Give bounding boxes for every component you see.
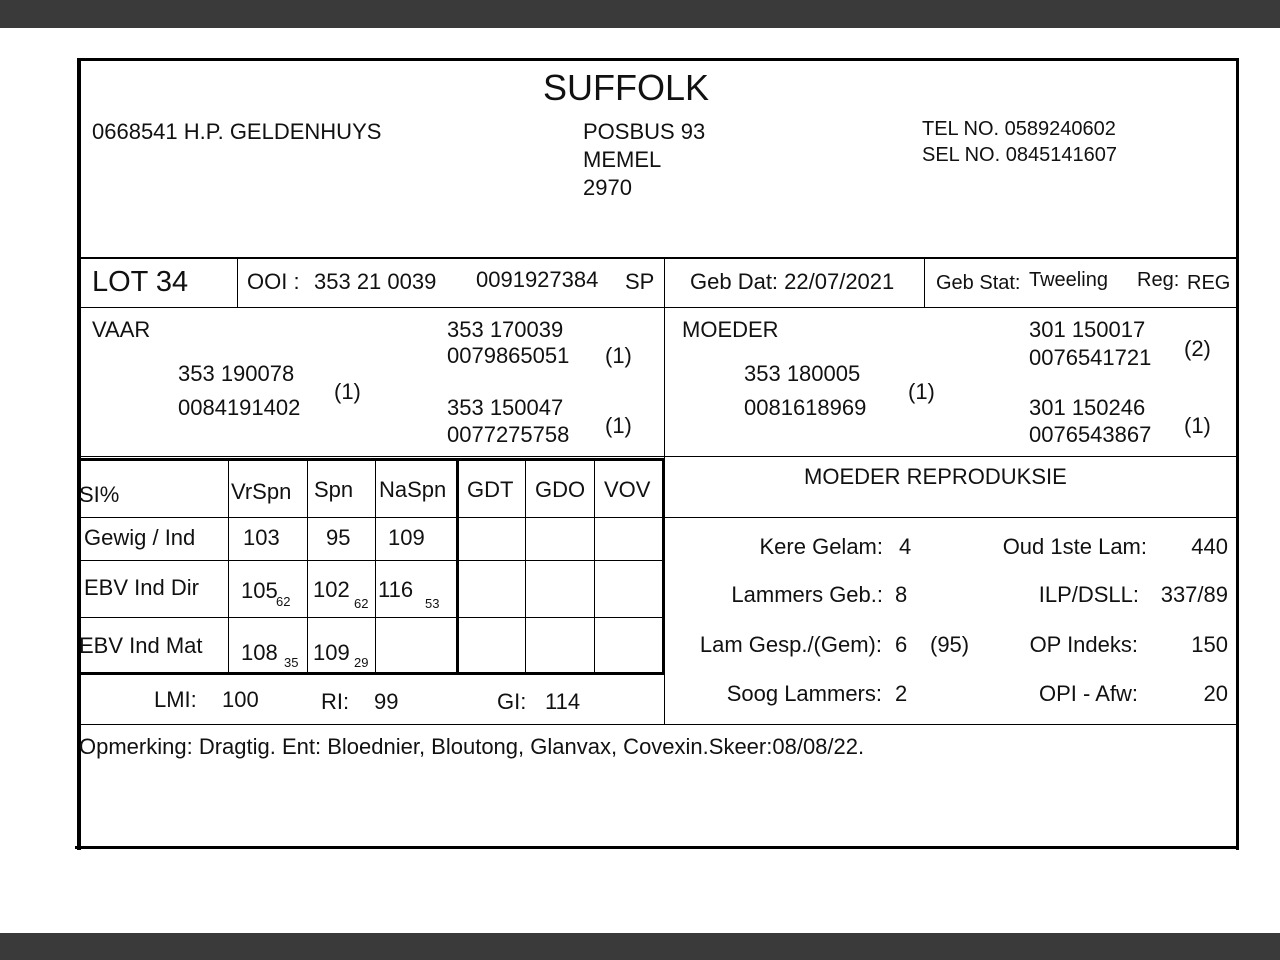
op-indeks-value: 150 <box>1191 632 1228 657</box>
vov-header: VOV <box>604 477 651 502</box>
cellphone: SEL NO. 0845141607 <box>922 144 1117 166</box>
table-cell: 103 <box>243 525 280 550</box>
ilp-dsll-value: 337/89 <box>1160 582 1228 607</box>
kere-gelam-value: 4 <box>899 534 912 559</box>
soog-lammers-label: Soog Lammers: <box>726 681 882 706</box>
sire-dam-count: (1) <box>605 413 632 438</box>
gi-value: 114 <box>545 689 581 714</box>
dam-id: 0081618969 <box>744 395 867 420</box>
oud-lam-value: 440 <box>1191 534 1228 559</box>
bottom-bar <box>0 933 1280 960</box>
table-cell: 108 <box>241 640 278 665</box>
sire-dam-id: 0077275758 <box>447 422 570 447</box>
accuracy-subscript: 53 <box>425 596 440 611</box>
top-bar <box>0 0 1280 28</box>
sire-sire-count: (1) <box>605 343 632 368</box>
accuracy-subscript: 29 <box>354 655 369 670</box>
kere-gelam-label: Kere Gelam: <box>759 534 883 559</box>
opi-afw-value: 20 <box>1203 681 1228 706</box>
si-header: SI% <box>79 482 120 507</box>
dam-sire-number: 301 150017 <box>1029 317 1146 342</box>
op-indeks-label: OP Indeks: <box>1029 632 1138 657</box>
lam-gesp-label: Lam Gesp./(Gem): <box>699 632 882 657</box>
lmi-label: LMI: <box>154 687 197 712</box>
dam-sire-count: (2) <box>1184 336 1211 361</box>
lmi-value: 100 <box>222 687 259 712</box>
oud-lam-label: Oud 1ste Lam: <box>1002 534 1147 559</box>
accuracy-subscript: 35 <box>284 655 299 670</box>
dam-dam-id: 0076543867 <box>1029 422 1152 447</box>
dam-dam-number: 301 150246 <box>1029 395 1146 420</box>
table-cell: 105 <box>241 578 278 603</box>
address-line-2: MEMEL <box>583 147 662 172</box>
sire-id: 0084191402 <box>178 395 301 420</box>
lammers-geb-label: Lammers Geb.: <box>731 582 883 607</box>
table-cell: 116 <box>378 577 414 602</box>
table-cell: 95 <box>326 525 351 550</box>
dam-sire-id: 0076541721 <box>1029 345 1152 370</box>
dam-number: 353 180005 <box>744 361 861 386</box>
ilp-dsll-label: ILP/DSLL: <box>1038 582 1139 607</box>
address-line-1: POSBUS 93 <box>583 119 706 144</box>
gdo-header: GDO <box>535 477 586 502</box>
lot-number: LOT 34 <box>92 266 189 298</box>
birth-status-label: Geb Stat: <box>936 272 1021 294</box>
telephone: TEL NO. 0589240602 <box>922 118 1116 140</box>
table-row-label: Gewig / Ind <box>84 525 196 550</box>
lammers-geb-value: 8 <box>895 582 908 607</box>
address-line-3: 2970 <box>583 175 632 200</box>
accuracy-subscript: 62 <box>354 596 369 611</box>
naspn-header: NaSpn <box>379 477 447 502</box>
spn-header: Spn <box>314 477 354 502</box>
sire-count: (1) <box>334 379 361 404</box>
table-cell: 109 <box>388 525 425 550</box>
vrspn-header: VrSpn <box>231 479 292 504</box>
ri-label: RI: <box>321 689 350 714</box>
dam-dam-count: (1) <box>1184 413 1211 438</box>
table-row-label: EBV Ind Mat <box>79 633 203 658</box>
ooi-number: 353 21 0039 <box>314 269 437 294</box>
sire-number: 353 190078 <box>178 361 295 386</box>
table-cell: 109 <box>313 640 350 665</box>
soog-lammers-value: 2 <box>895 681 908 706</box>
birth-date: Geb Dat: 22/07/2021 <box>690 269 895 294</box>
table-row-label: EBV Ind Dir <box>84 575 199 600</box>
accuracy-subscript: 62 <box>276 594 291 609</box>
reg-label: Reg: <box>1137 269 1180 291</box>
ooi-id: 0091927384 <box>476 267 599 292</box>
gdt-header: GDT <box>467 477 514 502</box>
breeder-name: 0668541 H.P. GELDENHUYS <box>92 119 382 144</box>
sire-sire-id: 0079865051 <box>447 343 570 368</box>
breed-title: SUFFOLK <box>543 67 710 108</box>
reg-value: REG <box>1187 272 1231 294</box>
sire-dam-number: 353 150047 <box>447 395 564 420</box>
sire-sire-number: 353 170039 <box>447 317 564 342</box>
moeder-label: MOEDER <box>682 317 779 342</box>
lam-gesp-value: 6 <box>895 632 908 657</box>
remark-text: Opmerking: Dragtig. Ent: Bloednier, Bloutong, Glanvax, Covexin.Skeer:08/08/22. <box>79 734 865 759</box>
birth-status-value: Tweeling <box>1029 269 1108 291</box>
ri-value: 99 <box>374 689 399 714</box>
ooi-code: SP <box>625 269 655 294</box>
ooi-label: OOI : <box>247 269 300 294</box>
reproduction-title: MOEDER REPRODUKSIE <box>804 464 1067 489</box>
table-cell: 102 <box>313 577 350 602</box>
gi-label: GI: <box>497 689 527 714</box>
lam-gem-value: (95) <box>930 632 970 657</box>
opi-afw-label: OPI - Afw: <box>1038 681 1138 706</box>
dam-count: (1) <box>908 379 935 404</box>
vaar-label: VAAR <box>92 317 151 342</box>
